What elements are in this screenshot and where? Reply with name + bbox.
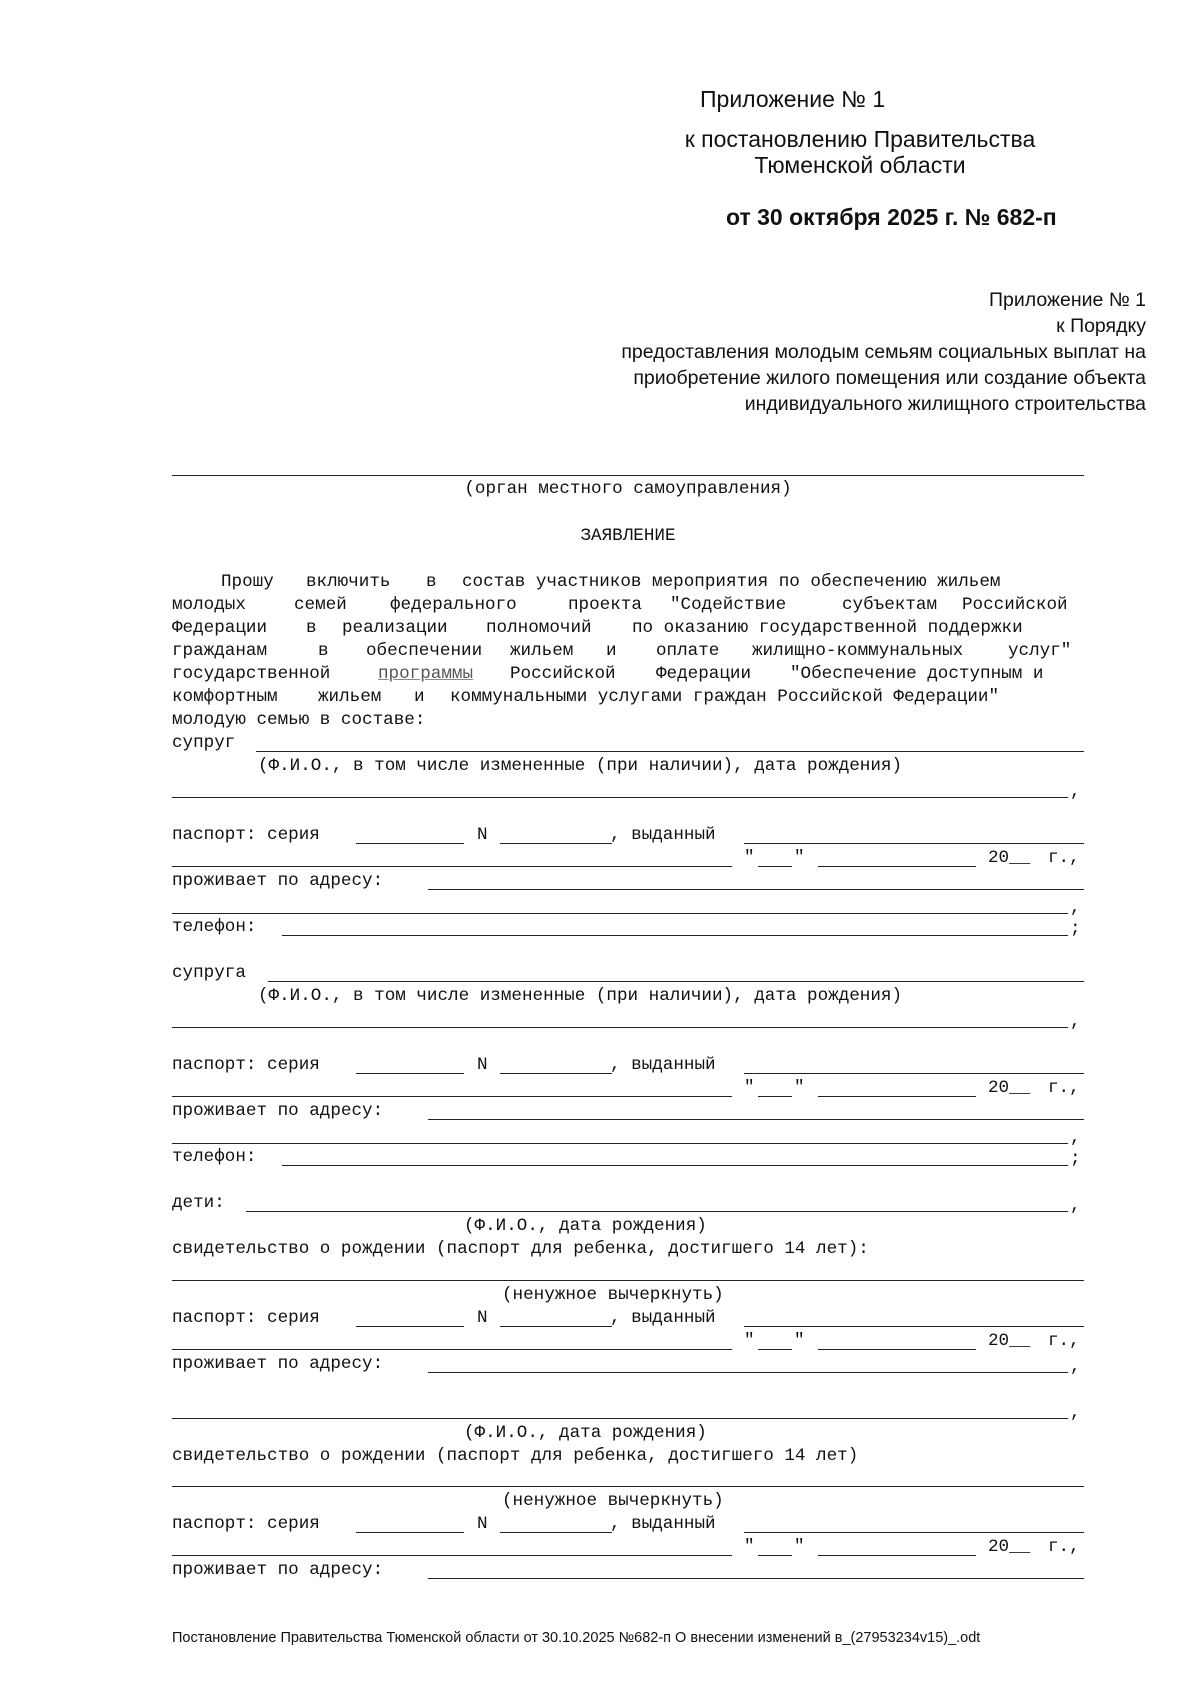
passport-issued-field-2[interactable] — [172, 1349, 732, 1350]
request-word: состав участников мероприятия по обеспечению жильем — [462, 572, 1001, 592]
request-word: комфортным — [172, 687, 278, 707]
request-word: семей — [294, 595, 347, 615]
birth-certificate-field[interactable] — [172, 1280, 1084, 1281]
date-quote-open: " — [744, 1331, 755, 1351]
passport-series-field[interactable] — [356, 1532, 464, 1533]
fio-caption: (Ф.И.О., в том числе измененные (при наличии), дата рождения) — [258, 756, 903, 776]
resolution-line-1: к постановлению Правительства — [684, 126, 1036, 152]
order-line-1: предоставления молодым семьям социальных выплат на — [621, 341, 1146, 363]
issue-month-field[interactable] — [818, 866, 976, 867]
year-suffix: г., — [1048, 1078, 1080, 1098]
strike-note: (ненужное вычеркнуть) — [502, 1285, 724, 1305]
child-fio-field[interactable] — [246, 1211, 1068, 1212]
phone-label: телефон: — [172, 1147, 257, 1167]
appendix-title: Приложение № 1 — [700, 86, 886, 112]
address-field[interactable] — [428, 1372, 1068, 1373]
children-label: дети: — [172, 1193, 225, 1213]
number-label: N — [477, 1308, 488, 1328]
passport-series-field[interactable] — [356, 843, 464, 844]
birth-certificate-label: свидетельство о рождении (паспорт для ребенка, достигшего 14 лет): — [172, 1239, 869, 1259]
passport-issued-field[interactable] — [744, 1073, 1084, 1074]
passport-series-label: паспорт: серия — [172, 1308, 320, 1328]
address-field-2[interactable] — [172, 913, 1068, 914]
semicolon: ; — [1070, 919, 1081, 939]
request-word: федерального — [390, 595, 517, 615]
passport-issued-field-2[interactable] — [172, 1096, 732, 1097]
request-word: включить — [306, 572, 391, 592]
issued-label: , выданный — [610, 1055, 716, 1075]
comma: , — [1070, 782, 1081, 802]
request-word: оплате — [656, 641, 720, 661]
wife-label: супруга — [172, 963, 246, 983]
phone-field[interactable] — [282, 1165, 1068, 1166]
request-word: по оказанию государственной поддержки — [632, 618, 1023, 638]
year-suffix: г., — [1048, 1537, 1080, 1557]
date-quote-close: " — [794, 1078, 805, 1098]
passport-number-field[interactable] — [500, 843, 612, 844]
date-quote-close: " — [794, 1537, 805, 1557]
address-label: проживает по адресу: — [172, 1101, 384, 1121]
request-word: Российской — [962, 595, 1068, 615]
resolution-line-2: Тюменской области — [754, 152, 966, 178]
husband-fio-field-2[interactable] — [172, 797, 1068, 798]
sub-appendix: Приложение № 1 — [989, 289, 1146, 311]
comma: , — [1070, 1012, 1081, 1032]
passport-number-field[interactable] — [500, 1532, 612, 1533]
request-word: и — [414, 687, 425, 707]
issue-month-field[interactable] — [818, 1349, 976, 1350]
wife-fio-field[interactable] — [268, 981, 1084, 982]
issued-label: , выданный — [610, 1514, 716, 1534]
date-quote-close: " — [794, 848, 805, 868]
request-word: молодых — [172, 595, 246, 615]
child-fio-caption: (Ф.И.О., дата рождения) — [464, 1216, 707, 1236]
order-line-2: приобретение жилого помещения или создание объекта — [633, 367, 1146, 389]
passport-issued-field[interactable] — [744, 1532, 1084, 1533]
program-link[interactable]: программы — [378, 664, 474, 684]
issue-day-field[interactable] — [758, 866, 792, 867]
document-title: ЗАЯВЛЕНИЕ — [580, 526, 676, 546]
request-word: "Содействие — [670, 595, 787, 615]
wife-fio-field-2[interactable] — [172, 1027, 1068, 1028]
comma: , — [1070, 1403, 1081, 1423]
number-label: N — [477, 1514, 488, 1534]
passport-issued-field[interactable] — [744, 1326, 1084, 1327]
authority-field[interactable] — [172, 475, 1084, 476]
request-word: "Обеспечение доступным и — [790, 664, 1044, 684]
strike-note: (ненужное вычеркнуть) — [502, 1491, 724, 1511]
to-order: к Порядку — [1056, 315, 1146, 337]
birth-certificate-label: свидетельство о рождении (паспорт для ребенка, достигшего 14 лет) — [172, 1446, 859, 1466]
request-word: молодую семью в составе: — [172, 710, 426, 730]
request-word: в — [306, 618, 317, 638]
date-quote-open: " — [744, 1078, 755, 1098]
date-quote-close: " — [794, 1331, 805, 1351]
request-word: государственной — [172, 664, 331, 684]
issued-label: , выданный — [610, 825, 716, 845]
passport-series-label: паспорт: серия — [172, 825, 320, 845]
request-word: субъектам — [842, 595, 938, 615]
number-label: N — [477, 825, 488, 845]
number-label: N — [477, 1055, 488, 1075]
year-prefix: 20__ — [988, 1331, 1031, 1351]
request-word: в — [426, 572, 437, 592]
husband-fio-field[interactable] — [256, 751, 1084, 752]
request-word: гражданам — [172, 641, 268, 661]
semicolon: ; — [1070, 1149, 1081, 1169]
address-field[interactable] — [428, 1119, 1084, 1120]
issue-month-field[interactable] — [818, 1555, 976, 1556]
footer-filename: Постановление Правительства Тюменской области от 30.10.2025 №682-п О внесении изменений в_(27953234v15)_.odt — [172, 1630, 981, 1646]
request-word: в — [318, 641, 329, 661]
passport-series-label: паспорт: серия — [172, 1055, 320, 1075]
date-quote-open: " — [744, 848, 755, 868]
request-word: услуг" — [1008, 641, 1072, 661]
request-word: реализации — [342, 618, 448, 638]
address-field-2[interactable] — [172, 1143, 1068, 1144]
child-fio-caption: (Ф.И.О., дата рождения) — [464, 1423, 707, 1443]
comma: , — [1070, 1128, 1081, 1148]
passport-series-label: паспорт: серия — [172, 1514, 320, 1534]
year-prefix: 20__ — [988, 1537, 1031, 1557]
birth-certificate-field[interactable] — [172, 1486, 1084, 1487]
child-fio-field[interactable] — [172, 1418, 1068, 1419]
husband-label: супруг — [172, 733, 236, 753]
fio-caption: (Ф.И.О., в том числе измененные (при наличии), дата рождения) — [258, 986, 903, 1006]
year-suffix: г., — [1048, 848, 1080, 868]
address-field[interactable] — [428, 1578, 1084, 1579]
passport-issued-field-2[interactable] — [172, 1555, 732, 1556]
passport-issued-field-2[interactable] — [172, 866, 732, 867]
request-word: обеспечении — [366, 641, 483, 661]
address-label: проживает по адресу: — [172, 1354, 384, 1374]
request-word: Федерации — [172, 618, 268, 638]
address-field[interactable] — [428, 889, 1084, 890]
request-word: жилищно-коммунальных — [752, 641, 964, 661]
address-label: проживает по адресу: — [172, 871, 384, 891]
issued-label: , выданный — [610, 1308, 716, 1328]
request-word: жильем — [318, 687, 382, 707]
passport-number-field[interactable] — [500, 1073, 612, 1074]
passport-issued-field[interactable] — [744, 843, 1084, 844]
phone-field[interactable] — [282, 935, 1068, 936]
year-prefix: 20__ — [988, 848, 1031, 868]
address-label: проживает по адресу: — [172, 1560, 384, 1580]
request-word: жильем — [510, 641, 574, 661]
issue-day-field[interactable] — [758, 1349, 792, 1350]
resolution-date-number: от 30 октября 2025 г. № 682-п — [726, 204, 1057, 230]
request-word: проекта — [568, 595, 642, 615]
comma: , — [1070, 1357, 1081, 1377]
comma: , — [1070, 1196, 1081, 1216]
request-word: Федерации — [656, 664, 752, 684]
issue-day-field[interactable] — [758, 1555, 792, 1556]
passport-number-field[interactable] — [500, 1326, 612, 1327]
request-word: Прошу — [221, 572, 274, 592]
passport-series-field[interactable] — [356, 1073, 464, 1074]
request-word: и — [606, 641, 617, 661]
request-word: полномочий — [486, 618, 592, 638]
year-suffix: г., — [1048, 1331, 1080, 1351]
year-prefix: 20__ — [988, 1078, 1031, 1098]
issue-month-field[interactable] — [818, 1096, 976, 1097]
authority-caption: (орган местного самоуправления) — [464, 479, 792, 499]
comma: , — [1070, 898, 1081, 918]
passport-series-field[interactable] — [356, 1326, 464, 1327]
phone-label: телефон: — [172, 917, 257, 937]
date-quote-open: " — [744, 1537, 755, 1557]
issue-day-field[interactable] — [758, 1096, 792, 1097]
request-word: коммунальными услугами граждан Российской Федерации" — [450, 687, 1000, 707]
order-line-3: индивидуального жилищного строительства — [744, 393, 1146, 415]
request-word: Российской — [510, 664, 616, 684]
